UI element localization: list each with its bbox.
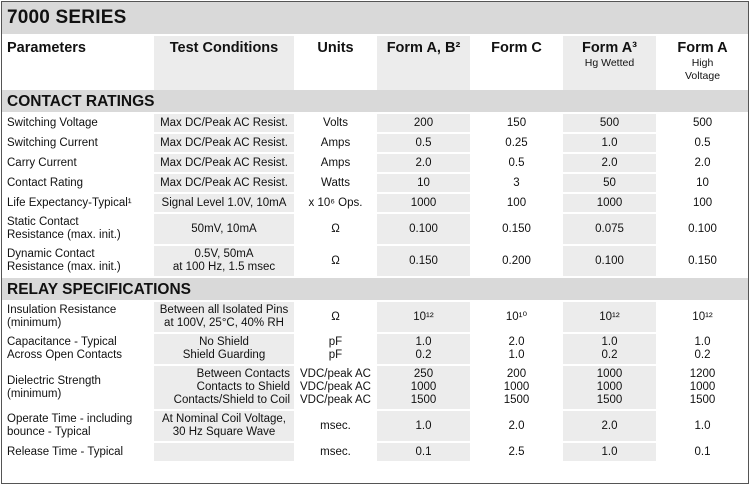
value-form-a-hv-line: 2.0 <box>694 156 711 169</box>
condition-cell-line: Contacts/Shield to Coil <box>173 394 290 406</box>
header-form-a-hv-label: Form A <box>677 40 728 56</box>
units-cell <box>294 333 377 365</box>
parameter-cell-line: (minimum) <box>7 317 62 329</box>
value-form-c-line: 0.150 <box>502 222 531 235</box>
condition-cell-line: Max DC/Peak AC Resist. <box>160 176 288 189</box>
value-form-ab-line: 1.0 <box>415 419 432 432</box>
units-cell-line: pF <box>328 349 343 361</box>
value-form-a-hg <box>563 153 656 173</box>
units-cell-line: pF <box>328 336 343 348</box>
relay-rows <box>1 301 749 462</box>
units-cell-line: x 10⁶ Ops. <box>308 196 363 209</box>
parameter-cell-line: Static Contact <box>7 216 79 228</box>
value-form-a-hg-line: 0.100 <box>595 254 624 267</box>
value-form-c <box>470 442 563 462</box>
condition-cell-line: Max DC/Peak AC Resist. <box>160 156 288 169</box>
spec-table <box>1 1 749 463</box>
units-cell <box>294 133 377 153</box>
value-form-a-hg-line: 50 <box>603 176 616 189</box>
table-row <box>1 301 749 333</box>
parameter-cell-line: Dielectric Strength <box>7 374 101 387</box>
units-cell-line: msec. <box>320 419 351 432</box>
value-form-a-hv-line: 0.150 <box>688 254 717 267</box>
value-form-c-line: 0.200 <box>502 254 531 267</box>
parameter-cell <box>1 245 154 277</box>
units-cell-line: VDC/peak AC <box>300 368 371 380</box>
value-form-c-line: 150 <box>506 116 527 129</box>
condition-cell <box>154 442 294 462</box>
header-test-conditions: Test Conditions <box>154 35 294 90</box>
parameter-cell <box>1 442 154 462</box>
units-cell <box>294 213 377 245</box>
value-form-a-hv <box>656 153 749 173</box>
value-form-c-line: 10¹⁰ <box>505 310 528 323</box>
value-form-ab-line: 250 <box>413 368 434 380</box>
value-form-a-hv <box>656 410 749 442</box>
value-form-a-hg-line: 1000 <box>596 368 623 380</box>
condition-cell-line: Between Contacts <box>196 368 290 380</box>
header-form-a-hv <box>656 35 749 90</box>
parameter-cell <box>1 213 154 245</box>
value-form-ab-line: 2.0 <box>415 156 432 169</box>
value-form-c <box>470 213 563 245</box>
header-form-a-hv-sub1: High <box>691 57 714 69</box>
units-cell-line: Volts <box>323 116 348 129</box>
value-form-ab <box>377 153 470 173</box>
value-form-c <box>470 245 563 277</box>
value-form-ab-line: 1000 <box>410 381 437 393</box>
value-form-ab-line: 1500 <box>410 394 437 406</box>
parameter-cell <box>1 153 154 173</box>
value-form-a-hv-line: 100 <box>692 196 713 209</box>
parameter-cell <box>1 410 154 442</box>
value-form-ab <box>377 365 470 410</box>
value-form-c <box>470 113 563 133</box>
value-form-a-hg-line: 2.0 <box>601 419 618 432</box>
header-form-c: Form C <box>470 35 563 90</box>
table-row <box>1 113 749 133</box>
header-row <box>1 35 749 90</box>
value-form-a-hg-line: 0.2 <box>601 349 618 361</box>
value-form-a-hg-line: 1.0 <box>601 336 618 348</box>
parameter-cell-line: Resistance (max. init.) <box>7 229 121 241</box>
section-title-relay-specifications: RELAY SPECIFICATIONS <box>1 277 749 301</box>
value-form-a-hg <box>563 173 656 193</box>
value-form-c <box>470 153 563 173</box>
condition-cell-line: Between all Isolated Pins <box>159 304 289 316</box>
condition-cell <box>154 173 294 193</box>
value-form-ab <box>377 193 470 213</box>
condition-cell-line: at 100 Hz, 1.5 msec <box>172 261 276 273</box>
units-cell <box>294 173 377 193</box>
value-form-c-line: 0.25 <box>505 136 528 149</box>
parameter-cell-line: bounce - Typical <box>7 426 91 438</box>
value-form-a-hg <box>563 193 656 213</box>
value-form-a-hg <box>563 301 656 333</box>
parameter-cell-line: Across Open Contacts <box>7 349 123 361</box>
units-cell <box>294 442 377 462</box>
condition-cell <box>154 213 294 245</box>
condition-cell-line: Max DC/Peak AC Resist. <box>160 136 288 149</box>
parameter-cell-line: Capacitance - Typical <box>7 336 117 348</box>
parameter-cell-line: Release Time - Typical <box>7 445 124 458</box>
units-cell-line: Amps <box>320 136 351 149</box>
value-form-c-line: 1.0 <box>508 349 525 361</box>
value-form-c <box>470 333 563 365</box>
header-form-a-hg <box>563 35 656 90</box>
value-form-c <box>470 193 563 213</box>
value-form-a-hv <box>656 193 749 213</box>
table-row <box>1 133 749 153</box>
value-form-a-hv <box>656 173 749 193</box>
value-form-a-hg <box>563 113 656 133</box>
parameter-cell <box>1 333 154 365</box>
value-form-ab-line: 10 <box>417 176 430 189</box>
header-form-ab: Form A, B² <box>377 35 470 90</box>
parameter-cell-line: Operate Time - including <box>7 413 133 425</box>
value-form-a-hg-line: 1000 <box>596 381 623 393</box>
parameter-cell-line: Insulation Resistance <box>7 304 117 316</box>
value-form-a-hv-line: 10 <box>696 176 709 189</box>
value-form-ab <box>377 213 470 245</box>
value-form-c-line: 1500 <box>503 394 530 406</box>
value-form-a-hv <box>656 213 749 245</box>
value-form-a-hv-line: 1500 <box>689 394 716 406</box>
table-row <box>1 333 749 365</box>
value-form-ab <box>377 301 470 333</box>
condition-cell <box>154 333 294 365</box>
parameter-cell-line: Switching Voltage <box>7 116 98 129</box>
table-row <box>1 365 749 410</box>
value-form-c <box>470 133 563 153</box>
value-form-a-hv-line: 0.1 <box>694 445 711 458</box>
spec-sheet <box>1 1 749 484</box>
value-form-ab <box>377 333 470 365</box>
value-form-ab-line: 0.5 <box>415 136 432 149</box>
value-form-c-line: 2.0 <box>508 336 525 348</box>
value-form-c-line: 100 <box>506 196 527 209</box>
value-form-ab-line: 1000 <box>410 196 437 209</box>
header-form-a-hg-sub: Hg Wetted <box>584 57 635 69</box>
condition-cell-line: At Nominal Coil Voltage, <box>161 413 286 425</box>
value-form-a-hg-line: 500 <box>599 116 620 129</box>
value-form-c-line: 0.5 <box>508 156 525 169</box>
section-row <box>1 90 749 113</box>
condition-cell-line: at 100V, 25°C, 40% RH <box>164 317 284 329</box>
value-form-ab-line: 0.150 <box>409 254 438 267</box>
table-row <box>1 193 749 213</box>
condition-cell <box>154 410 294 442</box>
value-form-a-hv <box>656 365 749 410</box>
parameter-cell-line: Carry Current <box>7 156 77 169</box>
units-cell <box>294 410 377 442</box>
value-form-ab-line: 200 <box>413 116 434 129</box>
condition-cell <box>154 245 294 277</box>
value-form-ab <box>377 442 470 462</box>
value-form-c-line: 1000 <box>503 381 530 393</box>
table-row <box>1 153 749 173</box>
value-form-a-hv-line: 1000 <box>689 381 716 393</box>
value-form-ab <box>377 133 470 153</box>
value-form-a-hg-line: 2.0 <box>601 156 618 169</box>
value-form-a-hv-line: 500 <box>692 116 713 129</box>
condition-cell-line: Contacts to Shield <box>196 381 290 393</box>
value-form-ab-line: 0.100 <box>409 222 438 235</box>
value-form-a-hv-line: 0.2 <box>694 349 711 361</box>
value-form-a-hg <box>563 213 656 245</box>
condition-cell-line: 0.5V, 50mA <box>194 248 254 260</box>
parameter-cell-line: Switching Current <box>7 136 98 149</box>
parameter-cell <box>1 133 154 153</box>
header-parameters: Parameters <box>1 35 154 90</box>
parameter-cell <box>1 365 154 410</box>
value-form-a-hg <box>563 245 656 277</box>
header-units: Units <box>294 35 377 90</box>
units-cell-line: Watts <box>321 176 350 189</box>
value-form-a-hg-line: 1000 <box>596 196 623 209</box>
condition-cell-line: No Shield <box>199 336 249 348</box>
parameter-cell <box>1 113 154 133</box>
value-form-a-hv-line: 10¹² <box>692 310 713 323</box>
condition-cell-line: 30 Hz Square Wave <box>172 426 276 438</box>
value-form-ab <box>377 173 470 193</box>
value-form-ab <box>377 245 470 277</box>
contact-ratings-body <box>1 90 749 113</box>
value-form-a-hv-line: 1200 <box>689 368 716 380</box>
value-form-c-line: 2.0 <box>508 419 525 432</box>
value-form-c <box>470 173 563 193</box>
value-form-ab-line: 0.1 <box>415 445 432 458</box>
contact-rows <box>1 113 749 277</box>
units-cell-line: Ω <box>331 222 340 235</box>
condition-cell <box>154 153 294 173</box>
units-cell-line: VDC/peak AC <box>300 381 371 393</box>
value-form-a-hg <box>563 333 656 365</box>
condition-cell-line: Signal Level 1.0V, 10mA <box>161 196 287 209</box>
condition-cell <box>154 365 294 410</box>
value-form-a-hv <box>656 301 749 333</box>
parameter-cell-line: Life Expectancy-Typical¹ <box>7 196 132 209</box>
parameter-cell-line: Contact Rating <box>7 176 84 189</box>
value-form-a-hg <box>563 442 656 462</box>
section-row <box>1 277 749 301</box>
value-form-a-hg-line: 1.0 <box>601 445 618 458</box>
relay-specifications-body <box>1 277 749 301</box>
header-form-a-hg-label: Form A³ <box>581 40 638 56</box>
value-form-a-hv <box>656 442 749 462</box>
value-form-a-hg <box>563 365 656 410</box>
table-row <box>1 245 749 277</box>
parameter-cell <box>1 173 154 193</box>
condition-cell <box>154 301 294 333</box>
units-cell <box>294 153 377 173</box>
series-title: 7000 SERIES <box>1 1 749 35</box>
table-row <box>1 173 749 193</box>
value-form-a-hg-line: 0.075 <box>595 222 624 235</box>
value-form-a-hv-line: 0.5 <box>694 136 711 149</box>
units-cell <box>294 365 377 410</box>
value-form-c <box>470 301 563 333</box>
condition-cell-line: Shield Guarding <box>182 349 266 361</box>
value-form-ab-line: 1.0 <box>415 336 432 348</box>
units-cell <box>294 245 377 277</box>
condition-cell <box>154 113 294 133</box>
units-cell-line: Ω <box>331 310 340 323</box>
value-form-ab-line: 10¹² <box>413 310 434 323</box>
condition-cell <box>154 193 294 213</box>
value-form-ab-line: 0.2 <box>415 349 432 361</box>
parameter-cell <box>1 193 154 213</box>
value-form-c <box>470 365 563 410</box>
value-form-c-line: 200 <box>506 368 527 380</box>
title-row <box>1 1 749 35</box>
table-row <box>1 410 749 442</box>
value-form-a-hv <box>656 133 749 153</box>
section-title-contact-ratings: CONTACT RATINGS <box>1 90 749 113</box>
condition-cell-line: 50mV, 10mA <box>191 222 257 235</box>
units-cell <box>294 301 377 333</box>
units-cell-line: Ω <box>331 254 340 267</box>
value-form-ab <box>377 113 470 133</box>
value-form-a-hg-line: 1.0 <box>601 136 618 149</box>
value-form-a-hv-line: 1.0 <box>694 336 711 348</box>
units-cell <box>294 193 377 213</box>
value-form-a-hg-line: 1500 <box>596 394 623 406</box>
value-form-a-hv-line: 1.0 <box>694 419 711 432</box>
value-form-a-hg-line: 10¹² <box>599 310 620 323</box>
header-form-a-hv-sub2: Voltage <box>685 70 721 82</box>
units-cell-line: msec. <box>320 445 351 458</box>
value-form-c <box>470 410 563 442</box>
parameter-cell-line: Resistance (max. init.) <box>7 261 121 273</box>
value-form-c-line: 2.5 <box>508 445 525 458</box>
table-row <box>1 442 749 462</box>
units-cell-line: Amps <box>320 156 351 169</box>
value-form-a-hg <box>563 133 656 153</box>
parameter-cell-line: Dynamic Contact <box>7 248 95 260</box>
parameter-cell <box>1 301 154 333</box>
condition-cell-line: Max DC/Peak AC Resist. <box>160 116 288 129</box>
value-form-a-hv-line: 0.100 <box>688 222 717 235</box>
condition-cell <box>154 133 294 153</box>
value-form-a-hg <box>563 410 656 442</box>
units-cell-line: VDC/peak AC <box>300 394 371 406</box>
value-form-a-hv <box>656 245 749 277</box>
table-row <box>1 213 749 245</box>
value-form-c-line: 3 <box>513 176 520 189</box>
units-cell <box>294 113 377 133</box>
value-form-a-hv <box>656 113 749 133</box>
value-form-ab <box>377 410 470 442</box>
parameter-cell-line: (minimum) <box>7 387 62 400</box>
value-form-a-hv <box>656 333 749 365</box>
